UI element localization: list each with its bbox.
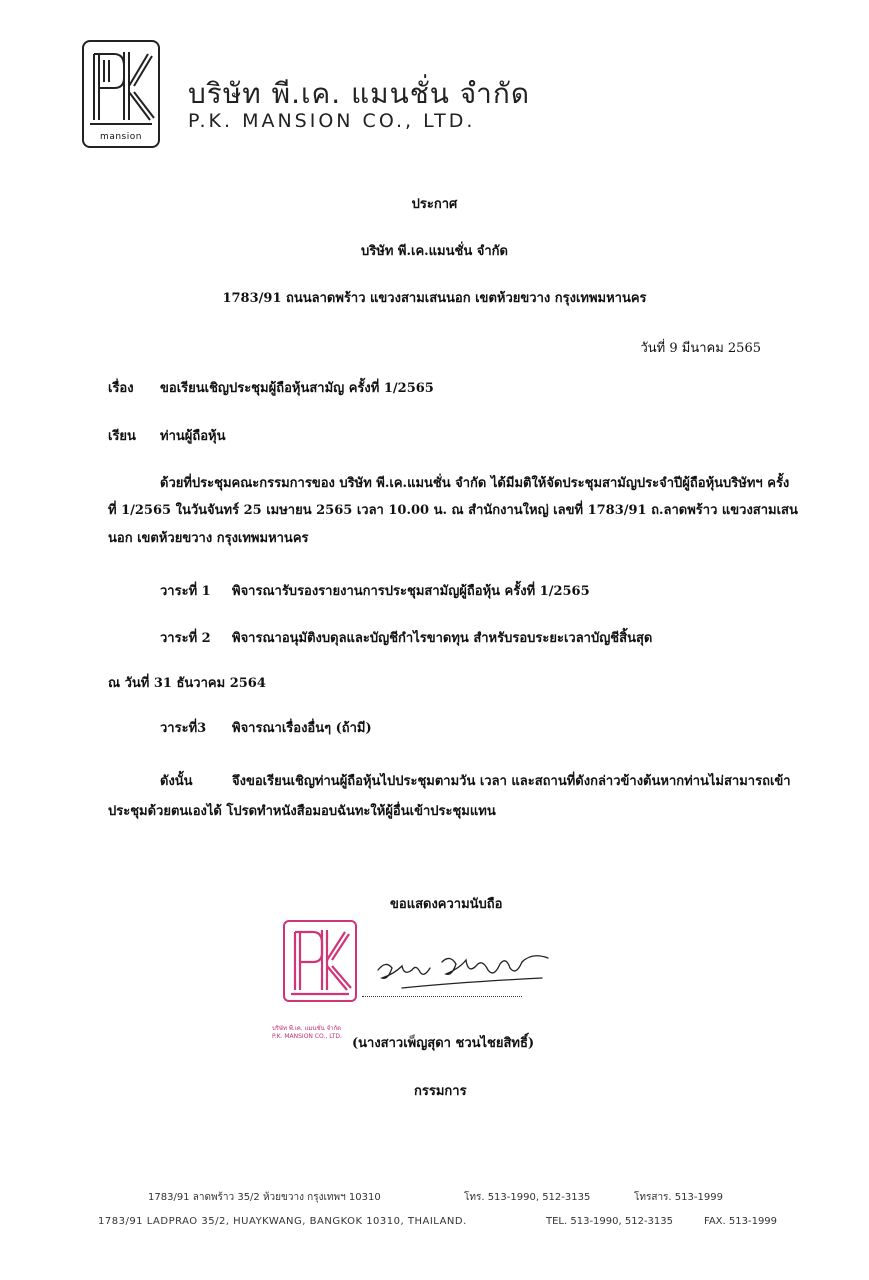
company-logo [82,40,160,148]
agenda-2-continuation: ณ วันที่ 31 ธันวาคม 2564 [108,676,266,691]
company-name-en: P.K. MANSION CO., LTD. [188,110,476,132]
body-line-2: ที่ 1/2565 ในวันจันทร์ 25 เมษายน 2565 เวลา 10.00 น. ณ สำนักงานใหญ่ เลขที่ 1783/91 ถ.ลาดพร้าว แขวงสามเสน [108,503,798,518]
agenda-1-text: พิจารณารับรองรายงานการประชุมสามัญผู้ถือหุ้น ครั้งที่ 1/2565 [232,584,590,599]
footer-address-en: 1783/91 LADPRAO 35/2, HUAYKWANG, BANGKOK 10310, THAILAND. [98,1216,467,1227]
agenda-3-text: พิจารณาเรื่องอื่นๆ (ถ้ามี) [232,721,372,736]
to-label: เรียน [108,429,136,444]
logo-caption: mansion [100,132,142,142]
footer-tel-en: TEL. 513-1990, 512-3135 [546,1216,674,1227]
agenda-2-text: พิจารณาอนุมัติงบดุลและบัญชีกำไรขาดทุน สำหรับรอบระยะเวลาบัญชีสิ้นสุด [232,631,653,646]
company-stamp [283,920,357,1002]
handwritten-signature [372,948,562,998]
company-name-th: บริษัท พี.เค. แมนชั่น จำกัด [188,77,531,110]
regards-text: ขอแสดงความนับถือ [390,897,503,912]
footer-address-th: 1783/91 ลาดพร้าว 35/2 ห้วยขวาง กรุงเทพฯ 10310 [148,1192,381,1203]
announcement-address: 1783/91 ถนนลาดพร้าว แขวงสามเสนนอก เขตห้วยขวาง กรุงเทพมหานคร [222,291,647,306]
agenda-2-label: วาระที่ 2 [160,631,211,646]
agenda-3-label: วาระที่3 [160,721,207,736]
letter-date: วันที่ 9 มีนาคม 2565 [640,341,761,356]
to-text: ท่านผู้ถือหุ้น [160,429,226,444]
agenda-1-label: วาระที่ 1 [160,584,211,599]
footer-fax-en: FAX. 513-1999 [704,1216,778,1227]
signer-name: (นางสาวเพ็ญสุดา ชวนไชยสิทธิ์) [352,1036,535,1051]
stamp-caption [272,1025,342,1041]
signature-line [362,996,522,997]
subject-label: เรื่อง [108,381,134,396]
stamp-logo-icon [285,922,355,1000]
closing-line-1: จึงขอเรียนเชิญท่านผู้ถือหุ้นไปประชุมตามวัน เวลา และสถานที่ดังกล่าวข้างต้นหากท่านไม่สามารถเข้า [232,774,791,789]
body-line-1: ด้วยที่ประชุมคณะกรรมการของ บริษัท พี.เค.แมนชั่น จำกัด ได้มีมติให้จัดประชุมสามัญประจำปีผู้ถือหุ้นบริษัทฯ ครั้ง [160,476,790,491]
closing-line-2: ประชุมด้วยตนเองได้ โปรดทำหนังสือมอบฉันทะให้ผู้อื่นเข้าประชุมแทน [108,804,496,819]
announcement-title: ประกาศ [411,197,458,212]
stamp-caption-en: P.K. MANSION CO., LTD. [272,1033,342,1040]
subject-text: ขอเรียนเชิญประชุมผู้ถือหุ้นสามัญ ครั้งที่ 1/2565 [160,381,434,396]
pk-logo-icon [84,42,158,132]
footer-fax-th: โทรสาร. 513-1999 [634,1192,723,1203]
stamp-caption-th: บริษัท พี.เค. แมนชั่น จำกัด [272,1025,342,1032]
announcement-company: บริษัท พี.เค.แมนชั่น จำกัด [361,244,508,259]
footer-tel-th: โทร. 513-1990, 512-3135 [464,1192,591,1203]
closing-label: ดังนั้น [160,774,193,789]
signer-position: กรรมการ [414,1084,467,1099]
body-line-3: นอก เขตห้วยขวาง กรุงเทพมหานคร [108,531,309,546]
